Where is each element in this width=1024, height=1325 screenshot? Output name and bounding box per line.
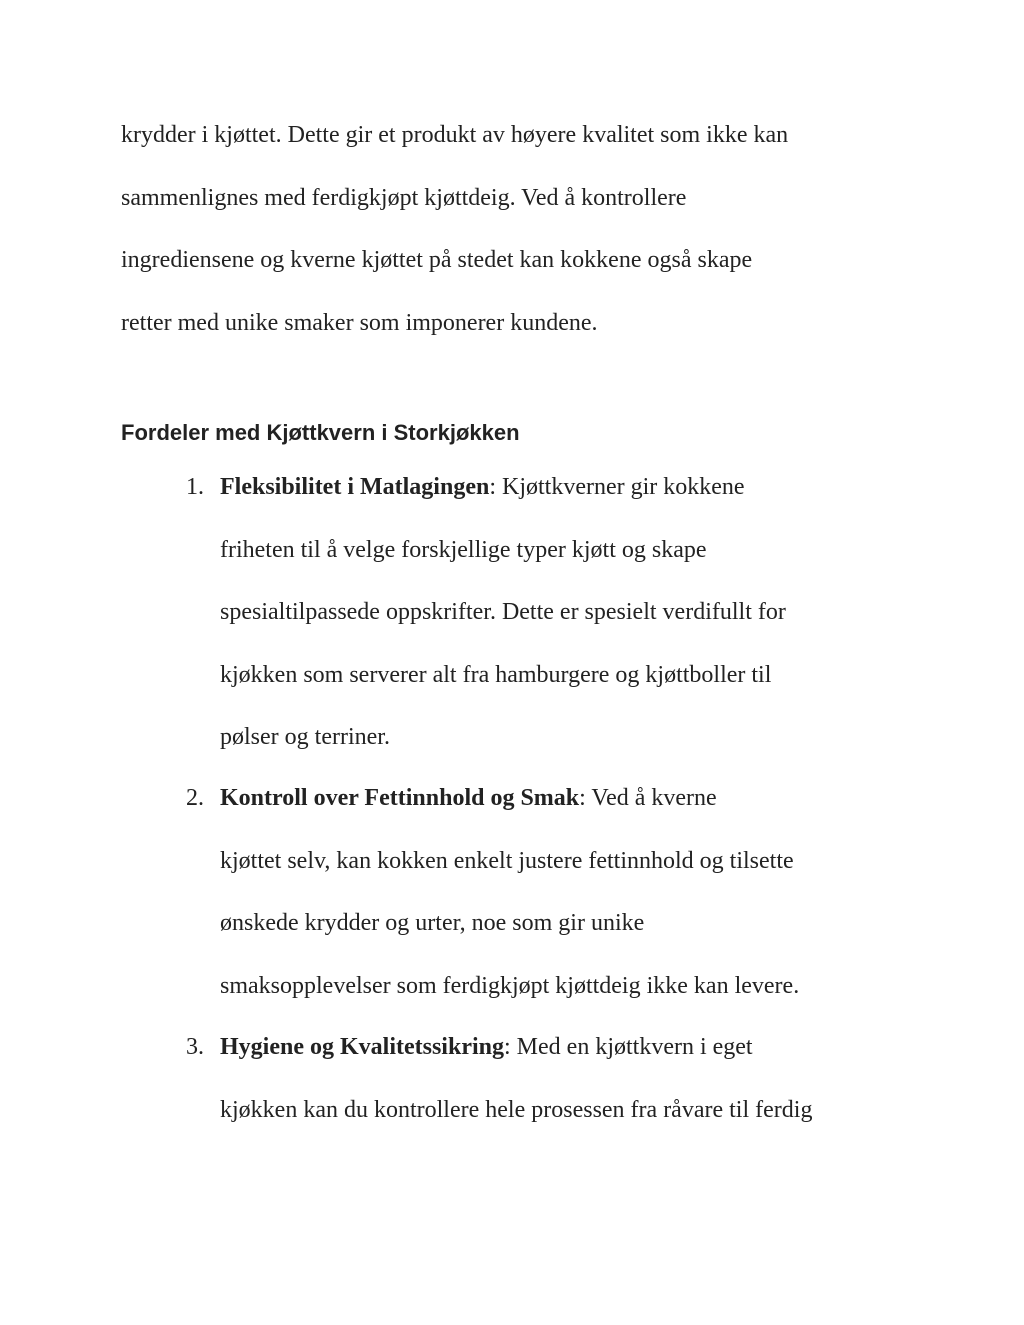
list-item-line: spesialtilpassede oppskrifter. Dette er spesielt verdifullt for xyxy=(220,599,786,625)
list-number: 1. xyxy=(186,474,204,500)
list-item-first-line xyxy=(220,1016,920,1079)
paragraph-line: ingrediensene og kverne kjøttet på stedet kan kokkene også skape xyxy=(121,247,753,273)
list-item-term: Kontroll over Fettinnhold og Smak xyxy=(220,785,580,811)
list-number: 2. xyxy=(186,785,204,811)
list-item-line: friheten til å velge forskjellige typer kjøtt og skape xyxy=(220,536,707,563)
list-item-term: Hygiene og Kvalitetssikring xyxy=(220,1034,504,1060)
section-heading: Fordeler med Kjøttkvern i Storkjøkken xyxy=(121,420,520,445)
list-item-term: Fleksibilitet i Matlagingen xyxy=(220,474,490,500)
list-item-first-line xyxy=(220,456,920,519)
paragraph-line: sammenlignes med ferdigkjøpt kjøttdeig. Ved å kontrollere xyxy=(121,184,687,211)
list-item-text: : Med en kjøttkvern i eget xyxy=(504,1034,753,1060)
list-item-line: pølser og terriner. xyxy=(220,724,390,750)
list-item-first-line xyxy=(220,767,920,830)
list-item-body xyxy=(220,456,920,769)
list-item-line: kjøkken som serverer alt fra hamburgere og kjøttboller til xyxy=(220,661,772,688)
paragraph-line: retter med unike smaker som imponerer kundene. xyxy=(121,309,598,336)
list-item-line: smaksopplevelser som ferdigkjøpt kjøttdeig ikke kan levere. xyxy=(220,972,800,999)
list-item-line: kjøkken kan du kontrollere hele prosessen fra råvare til ferdig xyxy=(220,1096,813,1123)
list-item-text: : Kjøttkverner gir kokkene xyxy=(489,474,745,500)
list-number: 3. xyxy=(186,1034,204,1060)
list-item-text: : Ved å kverne xyxy=(579,785,717,811)
list-item-body xyxy=(220,1016,920,1141)
list-item-line: kjøttet selv, kan kokken enkelt justere fettinnhold og tilsette xyxy=(220,847,794,874)
list-item-body xyxy=(220,767,920,1017)
intro-paragraph xyxy=(121,104,921,354)
list-item-line: ønskede krydder og urter, noe som gir unike xyxy=(220,910,645,936)
paragraph-line: krydder i kjøttet. Dette gir et produkt av høyere kvalitet som ikke kan xyxy=(121,122,789,148)
